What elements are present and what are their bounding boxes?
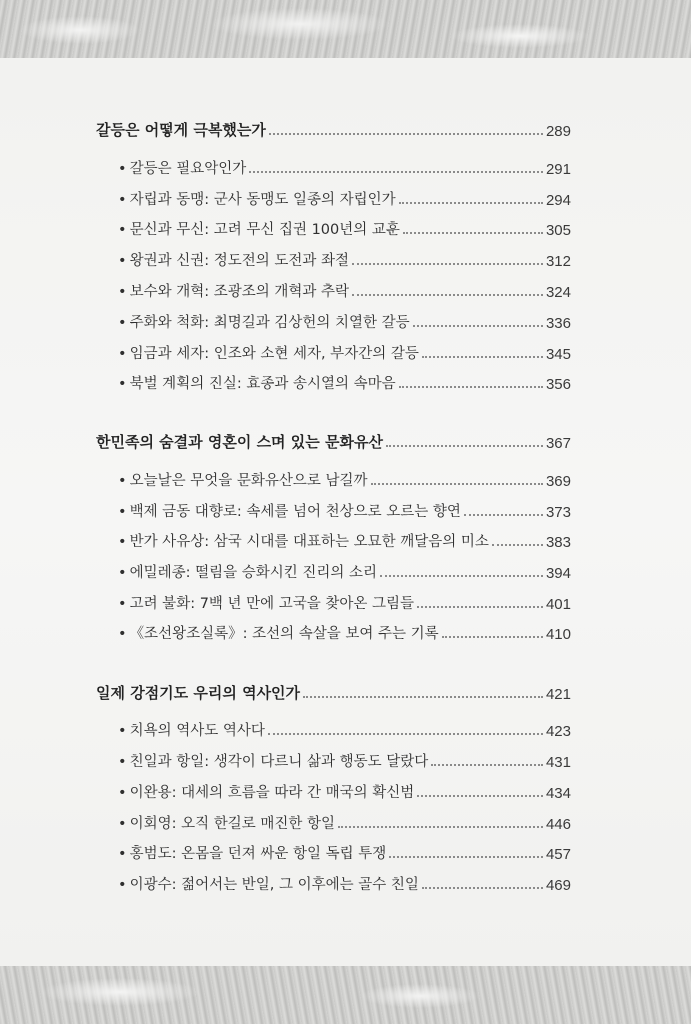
book-page: [0, 58, 691, 966]
toc-section-3[interactable]: [96, 677, 571, 703]
entry-title: 자립과 동맹: 군사 동맹도 일종의 자립인가: [129, 192, 396, 208]
entry-page: 410: [545, 626, 571, 643]
entry-title: 북벌 계획의 진실: 효종과 송시열의 속마음: [129, 376, 396, 392]
entry-title: 치욕의 역사도 역사다: [129, 723, 265, 739]
entry-title: 백제 금동 대향로: 속세를 넘어 천상으로 오르는 향연: [129, 504, 461, 520]
dot-leader: [442, 636, 543, 638]
toc-entry[interactable]: [118, 337, 571, 363]
entry-page: 324: [545, 284, 571, 301]
entry-title: 문신과 무신: 고려 무신 집권 100년의 교훈: [129, 222, 400, 238]
entry-page: 356: [545, 376, 571, 393]
bullet-icon: •: [118, 534, 127, 550]
dot-leader: [352, 263, 543, 265]
entry-page: 294: [545, 192, 571, 209]
toc-section-2[interactable]: [96, 426, 571, 452]
dot-leader: [422, 356, 543, 358]
bullet-icon: •: [118, 315, 127, 331]
entry-title: 임금과 세자: 인조와 소현 세자, 부자간의 갈등: [129, 346, 419, 362]
bullet-icon: •: [118, 565, 127, 581]
entry-title: 《조선왕조실록》: 조선의 속살을 보여 주는 기록: [129, 626, 439, 642]
toc-entry[interactable]: [118, 556, 571, 582]
toc-entry[interactable]: [118, 183, 571, 209]
section-title: 한민족의 숨결과 영혼이 스며 있는 문화유산: [96, 433, 383, 451]
bullet-icon: •: [118, 626, 127, 642]
entry-page: 434: [545, 785, 571, 802]
entry-title: 이회영: 오직 한길로 매진한 항일: [129, 816, 335, 832]
dot-leader: [389, 856, 543, 858]
entry-page: 423: [545, 723, 571, 740]
entry-title: 홍범도: 온몸을 던져 싸운 항일 독립 투쟁: [129, 846, 387, 862]
entry-page: 305: [545, 222, 571, 239]
dot-leader: [403, 232, 543, 234]
bullet-icon: •: [118, 253, 127, 269]
bullet-icon: •: [118, 846, 127, 862]
entry-page: 394: [545, 565, 571, 582]
toc-entry[interactable]: [118, 587, 571, 613]
entry-title: 이완용: 대세의 흐름을 따라 간 매국의 확신범: [129, 785, 415, 801]
dot-leader: [431, 764, 543, 766]
toc-entry[interactable]: [118, 807, 571, 833]
toc-entry[interactable]: [118, 617, 571, 643]
dot-leader: [422, 887, 543, 889]
bullet-icon: •: [118, 596, 127, 612]
dot-leader: [417, 606, 543, 608]
section-page: 367: [545, 435, 571, 452]
entry-page: 469: [545, 877, 571, 894]
entry-page: 446: [545, 816, 571, 833]
entry-title: 갈등은 필요악인가: [129, 161, 247, 177]
paper-texture-bottom: [0, 966, 691, 1024]
toc-entry[interactable]: [118, 745, 571, 771]
dot-leader: [249, 171, 543, 173]
entry-page: 457: [545, 846, 571, 863]
dot-leader: [338, 826, 543, 828]
toc-entry[interactable]: [118, 495, 571, 521]
bullet-icon: •: [118, 346, 127, 362]
toc-entry[interactable]: [118, 464, 571, 490]
bullet-icon: •: [118, 284, 127, 300]
dot-leader: [464, 514, 543, 516]
entry-page: 369: [545, 473, 571, 490]
bullet-icon: •: [118, 754, 127, 770]
dot-leader: [417, 795, 543, 797]
bullet-icon: •: [118, 192, 127, 208]
dot-leader: [386, 445, 543, 447]
toc-entry[interactable]: [118, 868, 571, 894]
bullet-icon: •: [118, 785, 127, 801]
entry-title: 고려 불화: 7백 년 만에 고국을 찾아온 그림들: [129, 596, 415, 612]
bullet-icon: •: [118, 723, 127, 739]
bullet-icon: •: [118, 222, 127, 238]
toc-entry[interactable]: [118, 367, 571, 393]
toc-entry[interactable]: [118, 525, 571, 551]
toc-entry[interactable]: [118, 776, 571, 802]
dot-leader: [268, 733, 543, 735]
entry-page: 345: [545, 346, 571, 363]
bullet-icon: •: [118, 161, 127, 177]
entry-title: 왕권과 신권: 정도전의 도전과 좌절: [129, 253, 349, 269]
entry-title: 보수와 개혁: 조광조의 개혁과 추락: [129, 284, 349, 300]
dot-leader: [399, 202, 543, 204]
dot-leader: [492, 544, 543, 546]
bullet-icon: •: [118, 473, 127, 489]
entry-page: 373: [545, 504, 571, 521]
bullet-icon: •: [118, 816, 127, 832]
entry-page: 401: [545, 596, 571, 613]
dot-leader: [303, 696, 543, 698]
entry-page: 291: [545, 161, 571, 178]
toc-entry[interactable]: [118, 306, 571, 332]
section-title: 갈등은 어떻게 극복했는가: [96, 121, 266, 139]
dot-leader: [399, 386, 543, 388]
entry-page: 431: [545, 754, 571, 771]
dot-leader: [371, 483, 543, 485]
toc-entry[interactable]: [118, 213, 571, 239]
entry-title: 오늘날은 무엇을 문화유산으로 남길까: [129, 473, 368, 489]
section-page: 421: [545, 686, 571, 703]
entry-page: 383: [545, 534, 571, 551]
bullet-icon: •: [118, 504, 127, 520]
entry-title: 친일과 항일: 생각이 다르니 삶과 행동도 달랐다: [129, 754, 429, 770]
dot-leader: [352, 294, 543, 296]
paper-texture-top: [0, 0, 691, 58]
bullet-icon: •: [118, 376, 127, 392]
entry-page: 312: [545, 253, 571, 270]
dot-leader: [380, 575, 543, 577]
toc-entry[interactable]: [118, 244, 571, 270]
entry-page: 336: [545, 315, 571, 332]
entry-title: 반가 사유상: 삼국 시대를 대표하는 오묘한 깨달음의 미소: [129, 534, 489, 550]
toc-entry[interactable]: [118, 275, 571, 301]
toc-entry[interactable]: [118, 714, 571, 740]
toc-entry[interactable]: [118, 837, 571, 863]
toc-entry[interactable]: [118, 152, 571, 178]
toc-section-1[interactable]: [96, 114, 571, 140]
dot-leader: [413, 325, 543, 327]
bullet-icon: •: [118, 877, 127, 893]
section-title: 일제 강점기도 우리의 역사인가: [96, 684, 301, 702]
entry-title: 에밀레종: 떨림을 승화시킨 진리의 소리: [129, 565, 377, 581]
entry-title: 주화와 척화: 최명길과 김상헌의 치열한 갈등: [129, 315, 410, 331]
section-page: 289: [545, 123, 571, 140]
dot-leader: [269, 133, 543, 135]
entry-title: 이광수: 젊어서는 반일, 그 이후에는 골수 친일: [129, 877, 419, 893]
